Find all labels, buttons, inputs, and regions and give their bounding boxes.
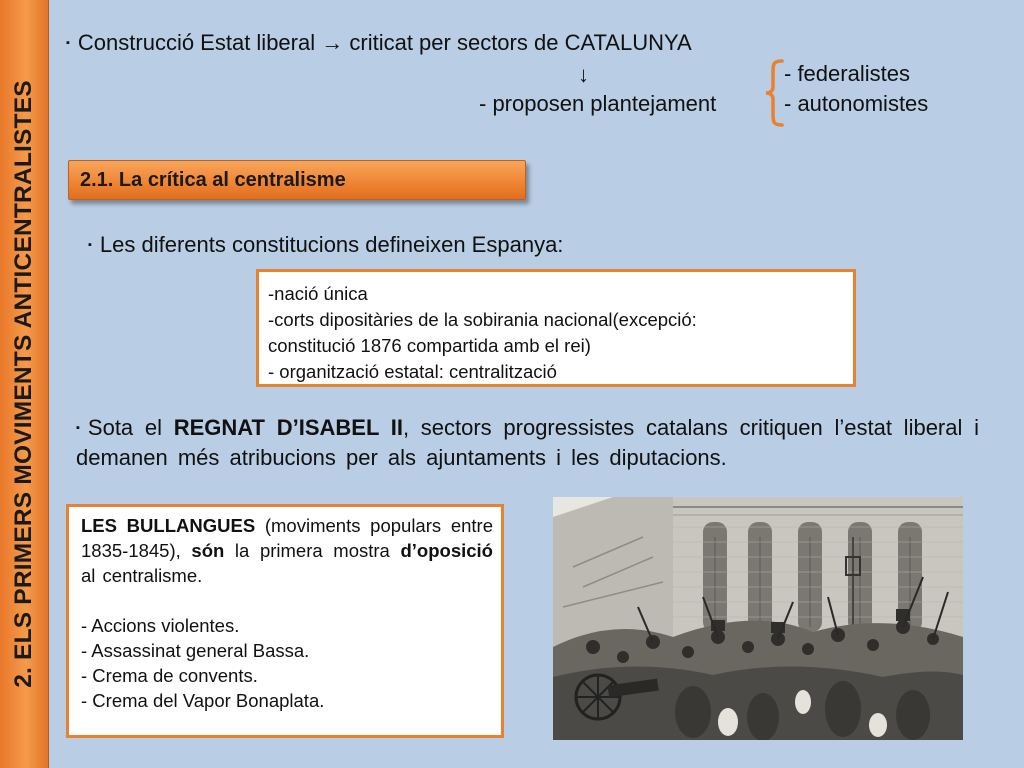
- isabel-reign: REGNAT D’ISABEL II: [173, 415, 403, 440]
- isabel-pre: Sota el: [87, 415, 174, 440]
- isabel-paragraph: [76, 413, 979, 473]
- constitutions-lead: Les diferents constitucions defineixen Espanya:: [99, 232, 564, 257]
- constitutions-line: [88, 232, 563, 258]
- definitions-box: [256, 269, 856, 387]
- bullangues-intro: [81, 513, 493, 588]
- bullangues-text: al centralisme.: [81, 565, 203, 586]
- intro-text-b: criticat per sectors de CATALUNYA: [349, 30, 692, 55]
- curly-brace-icon: [764, 58, 784, 128]
- definition-item: -corts dipositàries de la sobirania nacional(excepció:: [268, 309, 697, 330]
- option-autonomistes: - autonomistes: [784, 91, 929, 116]
- bullet-icon: ▪: [88, 239, 92, 251]
- definition-item: constitució 1876 compartida amb el rei): [268, 335, 591, 356]
- section-heading-text: 2.1. La crítica al centralisme: [80, 169, 346, 191]
- bullangues-item: - Assassinat general Bassa.: [81, 640, 310, 661]
- bullangues-item: - Crema del Vapor Bonaplata.: [81, 690, 325, 711]
- bullangues-text: la primera mostra: [224, 540, 401, 561]
- bullet-icon: ▪: [76, 422, 80, 434]
- definition-item: -nació única: [268, 283, 368, 304]
- bullangues-item: - Crema de convents.: [81, 665, 258, 686]
- definition-item: - organització estatal: centralització: [268, 361, 557, 382]
- bullangues-oposicio: d’oposició: [400, 540, 493, 561]
- bullangues-box: [66, 504, 504, 738]
- sidebar-band: [0, 0, 49, 768]
- bullangues-item: - Accions violentes.: [81, 615, 240, 636]
- bullangues-title: LES BULLANGUES: [81, 515, 256, 536]
- vertical-title: 2. ELS PRIMERS MOVIMENTS ANTICENTRALISTES: [10, 80, 37, 688]
- bullangues-text: (moviments populars entre 1835-1845),: [81, 515, 493, 561]
- propose-text: - proposen plantejament: [479, 91, 717, 116]
- engraving-illustration: [553, 497, 963, 740]
- isabel-post: , sectors progressistes catalans critiquen l’estat liberal i demanen més atribucions per als ajuntaments i les diputacions.: [76, 415, 979, 470]
- bullangues-son: són: [191, 540, 225, 561]
- intro-text-a: Construcció Estat liberal: [77, 30, 316, 55]
- section-heading: [68, 160, 526, 200]
- arrow-right-icon: →: [321, 30, 344, 55]
- bullet-icon: ▪: [66, 37, 70, 49]
- option-federalistes: - federalistes: [784, 61, 910, 86]
- riot-engraving-image: [553, 497, 963, 740]
- arrow-down-icon: ↓: [578, 62, 589, 87]
- intro-line: [66, 30, 692, 56]
